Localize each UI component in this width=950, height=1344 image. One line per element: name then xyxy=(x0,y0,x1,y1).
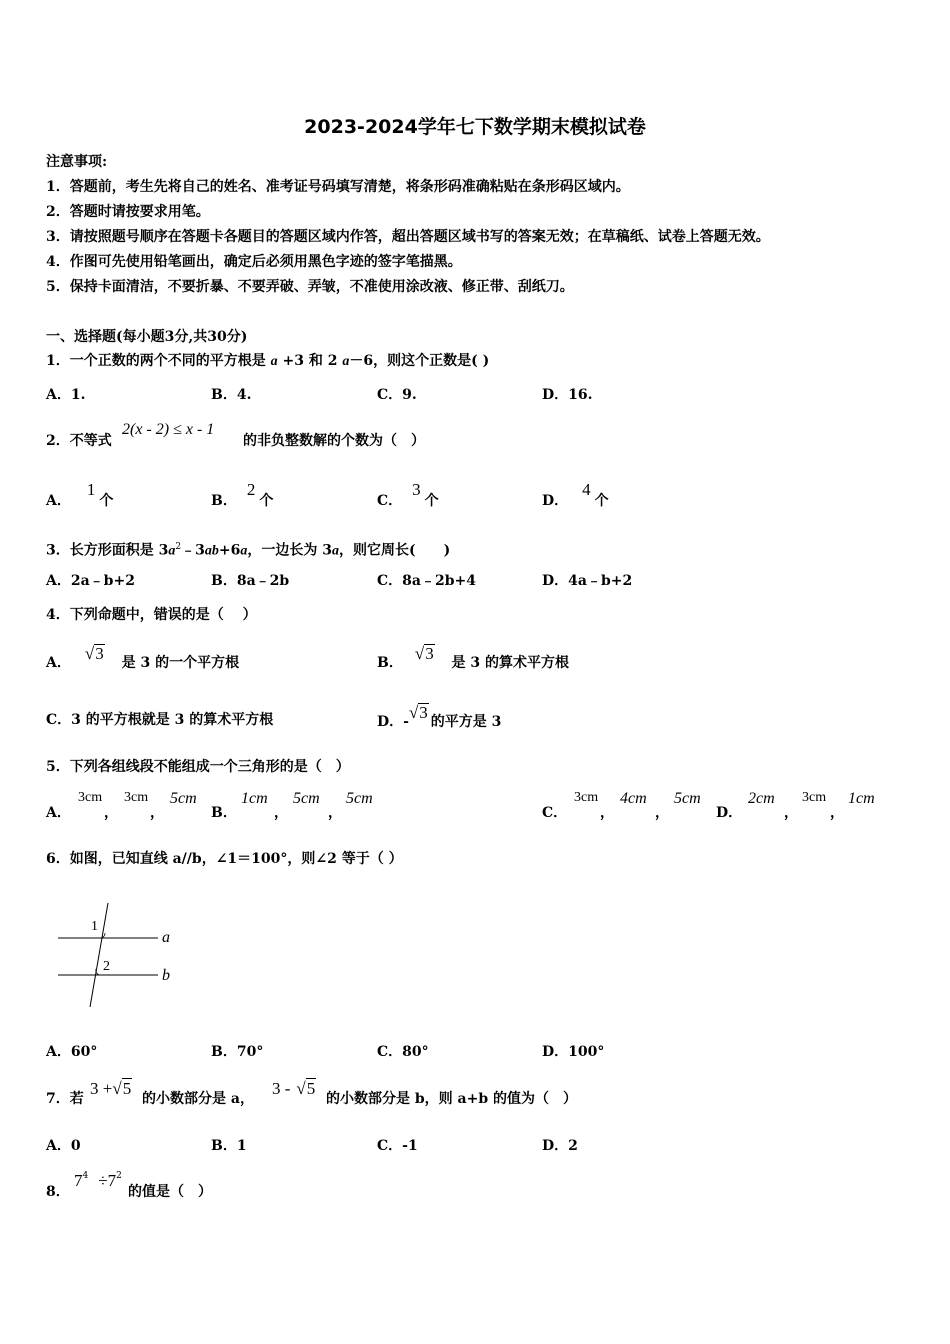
q2-b-num: 2 xyxy=(246,480,256,499)
q5-d-sep-1: ， xyxy=(784,805,798,821)
q7-expr-2-radicand: 5 xyxy=(306,1079,316,1098)
q4-a-sqrt: √3 xyxy=(84,644,104,663)
q5-b-sep-1: ， xyxy=(274,805,288,821)
q4-a-radicand: 3 xyxy=(95,644,104,663)
question-4: 4．下列命题中，错误的是（ ） xyxy=(46,607,257,623)
q5-b-val-1: 1cm xyxy=(241,790,268,807)
question-2-post: 的非负整数解的个数为（ ） xyxy=(243,433,425,449)
q7-expr-1 xyxy=(90,1078,132,1099)
notice-item-5: 5．保持卡面清洁，不要折暴、不要弄破、弄皱，不准使用涂改液、修正带、刮纸刀。 xyxy=(46,279,574,295)
question-7-mid: 的小数部分是 a， xyxy=(142,1091,254,1107)
q2-b-unit: 个 xyxy=(259,493,274,509)
q8-exp-1: 4 xyxy=(82,1171,89,1181)
q5-a-val-3: 5cm xyxy=(170,790,197,807)
q2-d-label: D． xyxy=(542,493,569,509)
q2-inequality: 2(x - 2) ≤ x - 1 xyxy=(122,421,215,438)
q2-b-label: B． xyxy=(211,493,237,509)
q5-option-d-label[interactable]: D． xyxy=(716,805,743,821)
notice-item-3: 3．请按照题号顺序在答题卡各题目的答题区域内作答，超出答题区域书写的答案无效；在草稿纸、试卷上答题无效。 xyxy=(46,229,770,245)
q3-option-c[interactable]: C．8a﹣2b+4 xyxy=(377,573,476,589)
q1-stem-pre: 1．一个正数的两个不同的平方根是 xyxy=(46,353,271,369)
question-2-pre: 2．不等式 xyxy=(46,433,112,449)
q7-expr-2-a: 3 - xyxy=(272,1079,291,1098)
q7-expr-1-sqrt: √5 xyxy=(112,1079,132,1098)
q2-d-unit: 个 xyxy=(594,493,609,509)
q6-option-d[interactable]: D．100° xyxy=(542,1044,605,1060)
q7-option-a[interactable]: A．0 xyxy=(46,1138,81,1154)
line-b-label: b xyxy=(162,967,170,984)
q4-b-sqrt: √3 xyxy=(414,644,434,663)
q4-d-label: D．- xyxy=(377,714,409,730)
q3-option-b[interactable]: B．8a﹣2b xyxy=(211,573,290,589)
question-8-post: 的值是（ ） xyxy=(128,1184,212,1200)
q7-expr-2 xyxy=(272,1078,316,1099)
q1-var-a: a xyxy=(270,354,278,369)
section-heading: 一、选择题(每小题3分,共30分) xyxy=(46,329,248,345)
q1-option-a[interactable]: A．1. xyxy=(46,387,86,403)
q2-c-num: 3 xyxy=(412,480,421,499)
q3-var-ab: ab xyxy=(204,543,219,559)
question-7-pre: 7．若 xyxy=(46,1091,84,1107)
q1-var-a2: a xyxy=(342,354,350,369)
q4-b-label: B． xyxy=(377,655,403,671)
q3-var-a: a xyxy=(168,543,176,559)
q6-option-c[interactable]: C．80° xyxy=(377,1044,429,1060)
q5-c-val-2: 4cm xyxy=(620,790,647,807)
parallel-lines-figure xyxy=(50,895,190,1015)
q5-a-val-1: 3cm xyxy=(78,790,103,805)
q3-exponent: 2 xyxy=(175,542,182,552)
q2-c-unit: 个 xyxy=(424,493,439,509)
q7-expr-1-radicand: 5 xyxy=(122,1079,132,1098)
q3-option-a[interactable]: A．2a﹣b+2 xyxy=(46,573,135,589)
q3-mid2: +6 xyxy=(218,542,241,559)
q7-option-c[interactable]: C．-1 xyxy=(377,1138,418,1154)
q2-d-num: 4 xyxy=(582,480,591,499)
q2-option-c[interactable] xyxy=(377,480,439,510)
q4-option-c[interactable]: C．3 的平方根就是 3 的算术平方根 xyxy=(46,712,274,728)
q7-expr-2-sqrt: √5 xyxy=(296,1079,316,1098)
q7-expr-1-a: 3 + xyxy=(90,1079,113,1098)
q7-option-d[interactable]: D．2 xyxy=(542,1138,578,1154)
q4-d-text: 的平方是 3 xyxy=(430,714,502,730)
q5-option-c-label[interactable]: C． xyxy=(542,805,568,821)
q6-option-a[interactable]: A．60° xyxy=(46,1044,98,1060)
q5-option-b-label[interactable]: B． xyxy=(211,805,237,821)
angle-2-label: 2 xyxy=(103,959,110,974)
q2-a-num: 1 xyxy=(86,480,96,499)
q8-expr xyxy=(74,1171,122,1191)
q5-b-val-2: 5cm xyxy=(293,790,320,807)
notice-heading: 注意事项: xyxy=(46,154,108,170)
q2-c-label: C． xyxy=(377,493,403,509)
q5-option-a-label[interactable]: A． xyxy=(46,805,71,821)
notice-item-1: 1．答题前，考生先将自己的姓名、准考证号码填写清楚，将条形码准确粘贴在条形码区域内。 xyxy=(46,179,630,195)
q5-d-val-2: 3cm xyxy=(802,790,827,805)
q5-d-val-1: 2cm xyxy=(748,790,775,807)
question-8-pre: 8． xyxy=(46,1184,70,1200)
notice-item-4: 4．作图可先使用铅笔画出，确定后必须用黑色字迹的签字笔描黑。 xyxy=(46,254,462,270)
line-a-label: a xyxy=(162,929,170,946)
angle-1-label: 1 xyxy=(91,919,98,934)
q1-option-b[interactable]: B．4. xyxy=(211,387,252,403)
q5-c-sep-1: ， xyxy=(600,805,614,821)
q5-a-sep-1: ， xyxy=(104,805,118,821)
q4-b-radicand: 3 xyxy=(425,644,434,663)
q3-pre: 3．长方形面积是 3 xyxy=(46,542,169,559)
question-5: 5．下列各组线段不能组成一个三角形的是（ ） xyxy=(46,759,350,775)
q2-a-label: A． xyxy=(46,493,71,509)
q3-mid3: ，一边长为 3 xyxy=(247,542,332,559)
question-3 xyxy=(46,538,450,561)
q5-a-val-2: 3cm xyxy=(124,790,149,805)
q6-option-b[interactable]: B．70° xyxy=(211,1044,264,1060)
q5-b-val-3: 5cm xyxy=(346,790,373,807)
q1-option-c[interactable]: C．9. xyxy=(377,387,417,403)
q4-d-radicand: 3 xyxy=(419,703,428,722)
q5-b-sep-2: ， xyxy=(328,805,342,821)
q8-exp-2: 2 xyxy=(116,1171,122,1181)
q4-option-a[interactable] xyxy=(46,644,240,672)
q7-option-b[interactable]: B．1 xyxy=(211,1138,247,1154)
q8-operator: ÷7 xyxy=(98,1171,117,1190)
q3-var-a4: a xyxy=(331,543,339,559)
q5-a-sep-2: ， xyxy=(150,805,164,821)
q5-c-val-1: 3cm xyxy=(574,790,599,805)
q4-option-d[interactable] xyxy=(377,703,502,731)
q3-option-d[interactable]: D．4a﹣b+2 xyxy=(542,573,633,589)
q2-option-a[interactable] xyxy=(46,480,114,510)
q4-b-text: 是 3 的算术平方根 xyxy=(446,655,570,671)
q4-d-sqrt: √3 xyxy=(408,703,428,722)
q5-d-sep-2: ， xyxy=(830,805,844,821)
question-6: 6．如图，已知直线 a//b，∠1＝100°，则∠2 等于（ ） xyxy=(46,851,403,867)
notice-item-2: 2．答题时请按要求用笔。 xyxy=(46,204,210,220)
q8-base-1: 7 xyxy=(74,1171,83,1190)
q1-option-d[interactable]: D．16. xyxy=(542,387,593,403)
q4-option-b[interactable] xyxy=(377,644,570,672)
q5-c-val-3: 5cm xyxy=(674,790,701,807)
q2-option-b[interactable] xyxy=(211,480,274,510)
q2-a-unit: 个 xyxy=(99,493,114,509)
q4-a-label: A． xyxy=(46,655,71,671)
q3-var-a3: a xyxy=(240,543,248,559)
question-7-post: 的小数部分是 b，则 a+b 的值为（ ） xyxy=(326,1091,578,1107)
q5-d-val-3: 1cm xyxy=(848,790,875,807)
q4-a-text: 是 3 的一个平方根 xyxy=(116,655,240,671)
q3-post: ，则它周长( ) xyxy=(338,542,451,559)
question-1 xyxy=(46,352,489,371)
q1-stem-post: －6，则这个正数是( ) xyxy=(349,353,490,369)
page-title: 2023-2024学年七下数学期末模拟试卷 xyxy=(304,116,646,138)
q5-c-sep-2: ， xyxy=(655,805,669,821)
q3-mid: ﹣3 xyxy=(181,542,205,559)
q2-option-d[interactable] xyxy=(542,480,609,510)
q1-stem-mid: +3 和 2 xyxy=(277,353,343,369)
